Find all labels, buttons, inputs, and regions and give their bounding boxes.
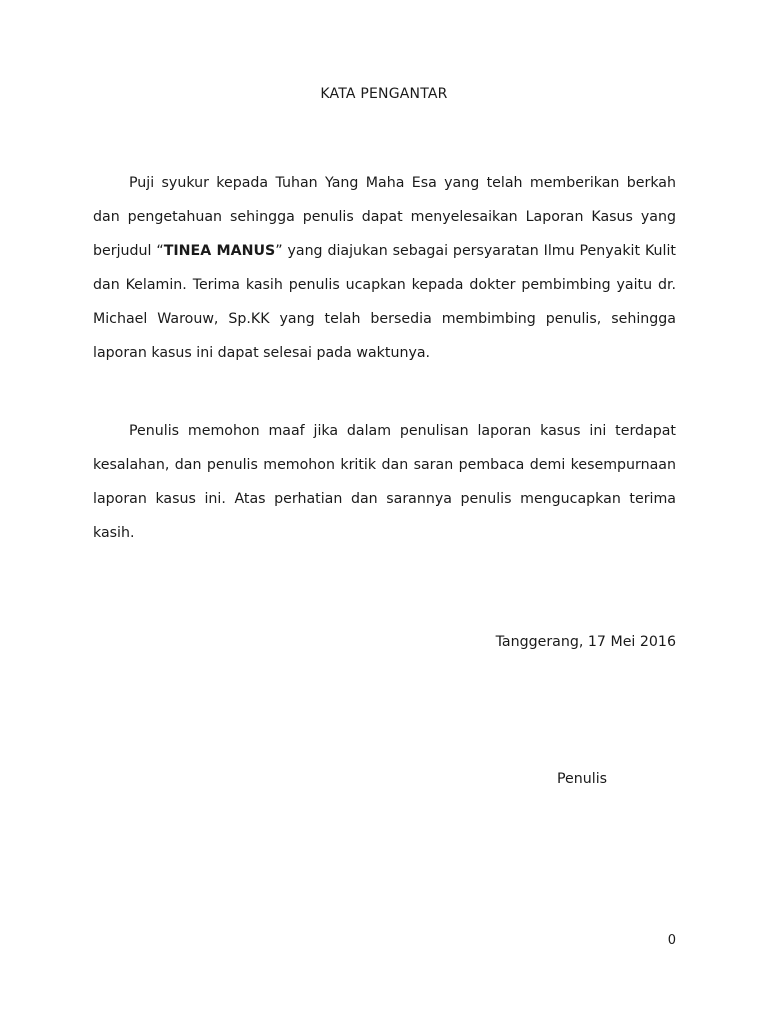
page-title: KATA PENGANTAR [320, 86, 448, 102]
author-signature: Penulis [557, 771, 608, 787]
paragraph-2 [93, 414, 676, 550]
place-date: Tanggerang, 17 Mei 2016 [495, 634, 676, 650]
report-title-bold: TINEA MANUS [163, 243, 276, 259]
paragraph-1 [93, 166, 676, 370]
paragraph-1-intro: Puji syukur kepada Tuhan Yang Maha Esa yang telah memberikan berkah dan pengetahuan sehingga penulis dapat menyelesaikan Laporan Kasus yang berjudul “ [93, 175, 676, 259]
page-number: 0 [667, 933, 676, 948]
paragraph-1-rest: ” yang diajukan sebagai persyaratan Ilmu Penyakit Kulit dan Kelamin. Terima kasih penulis ucapkan kepada dokter pembimbing yaitu dr. Michael Warouw, Sp.KK yang telah bersedia membimbing penulis, sehingga laporan kasus ini dapat selesai pada waktunya. [93, 243, 676, 361]
paragraph-2-text: Penulis memohon maaf jika dalam penulisan laporan kasus ini terdapat kesalahan, dan penulis memohon kritik dan saran pembaca demi kesempurnaan laporan kasus ini. Atas perhatian dan sarannya penulis mengucapkan terima kasih. [93, 423, 676, 541]
paragraph-1-text [93, 166, 676, 370]
